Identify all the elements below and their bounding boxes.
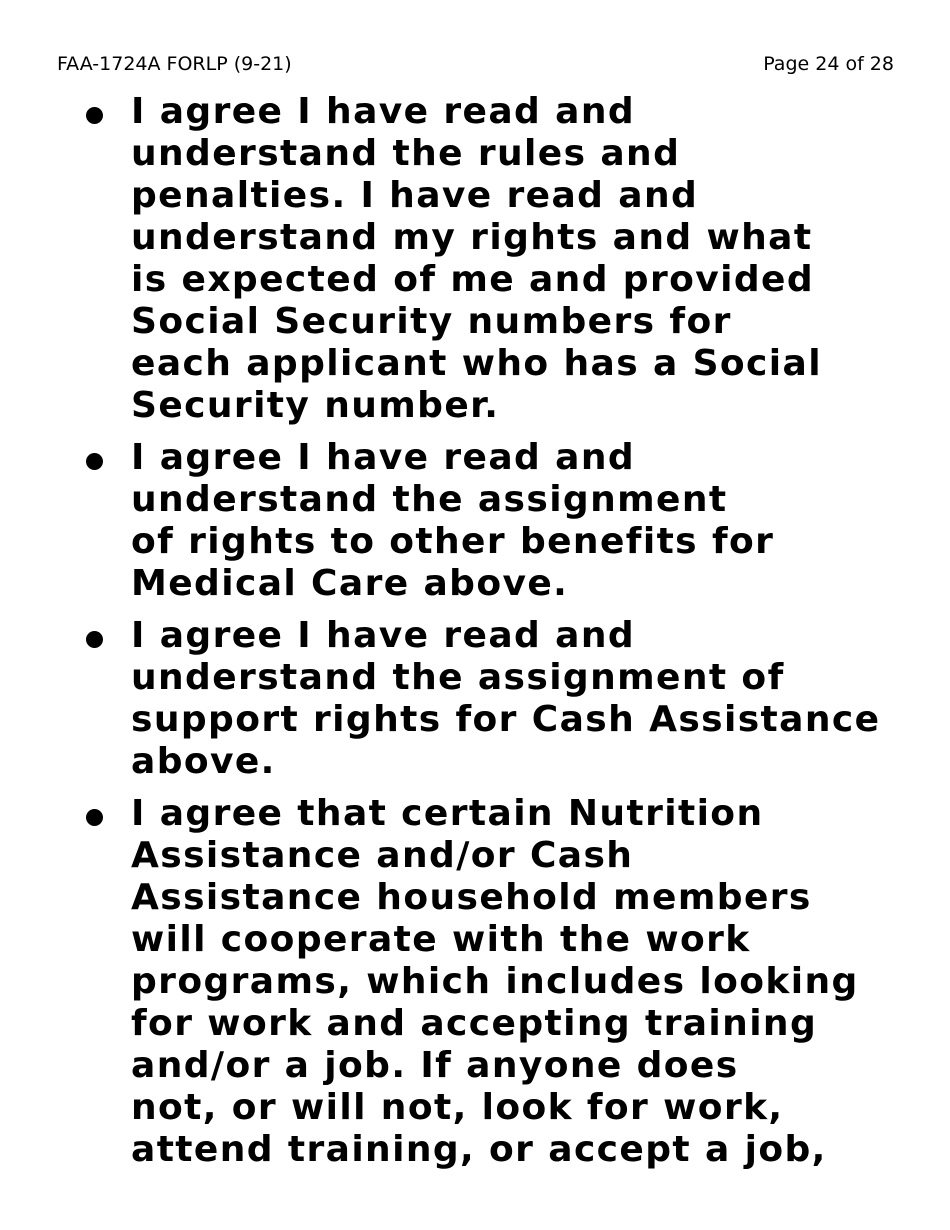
agreement-line: above. — [131, 741, 276, 782]
agreement-line: support rights for Cash Assistance — [131, 699, 881, 740]
agreement-line: each applicant who has a Social — [131, 343, 822, 384]
agreement-line: understand the assignment — [131, 479, 728, 520]
agreement-line: understand my rights and what — [131, 217, 813, 258]
agreement-item-rules — [0, 91, 950, 427]
page-number: Page 24 of 28 — [763, 53, 894, 75]
agreement-line: Assistance and/or Cash — [131, 835, 634, 876]
agreement-item-work-programs — [0, 793, 950, 1171]
agreement-line: attend training, or accept a job, — [131, 1129, 827, 1170]
agreement-line: will cooperate with the work — [131, 919, 751, 960]
agreement-line: understand the rules and — [131, 133, 681, 174]
agreement-line: programs, which includes looking — [131, 961, 859, 1002]
bullet-icon — [86, 631, 103, 648]
agreement-item-cash-assistance — [0, 615, 950, 783]
agreement-line: for work and accepting training — [131, 1003, 818, 1044]
agreement-list — [0, 91, 950, 1181]
agreement-line: I agree that certain Nutrition — [131, 793, 764, 834]
agreement-line: Security number. — [131, 385, 500, 426]
agreement-line: Social Security numbers for — [131, 301, 732, 342]
agreement-line: I agree I have read and — [131, 615, 636, 656]
bullet-icon — [86, 809, 103, 826]
agreement-line: is expected of me and provided — [131, 259, 815, 300]
agreement-line: I agree I have read and — [131, 91, 636, 132]
form-identifier: FAA-1724A FORLP (9-21) — [57, 53, 292, 75]
bullet-icon — [86, 453, 103, 470]
agreement-line: Assistance household members — [131, 877, 812, 918]
agreement-item-medical-care — [0, 437, 950, 605]
agreement-line: I agree I have read and — [131, 437, 636, 478]
bullet-icon — [86, 107, 103, 124]
agreement-line: Medical Care above. — [131, 563, 569, 604]
agreement-line: understand the assignment of — [131, 657, 785, 698]
agreement-line: not, or will not, look for work, — [131, 1087, 784, 1128]
agreement-line: penalties. I have read and — [131, 175, 699, 216]
agreement-line: and/or a job. If anyone does — [131, 1045, 739, 1086]
agreement-line: of rights to other benefits for — [131, 521, 775, 562]
